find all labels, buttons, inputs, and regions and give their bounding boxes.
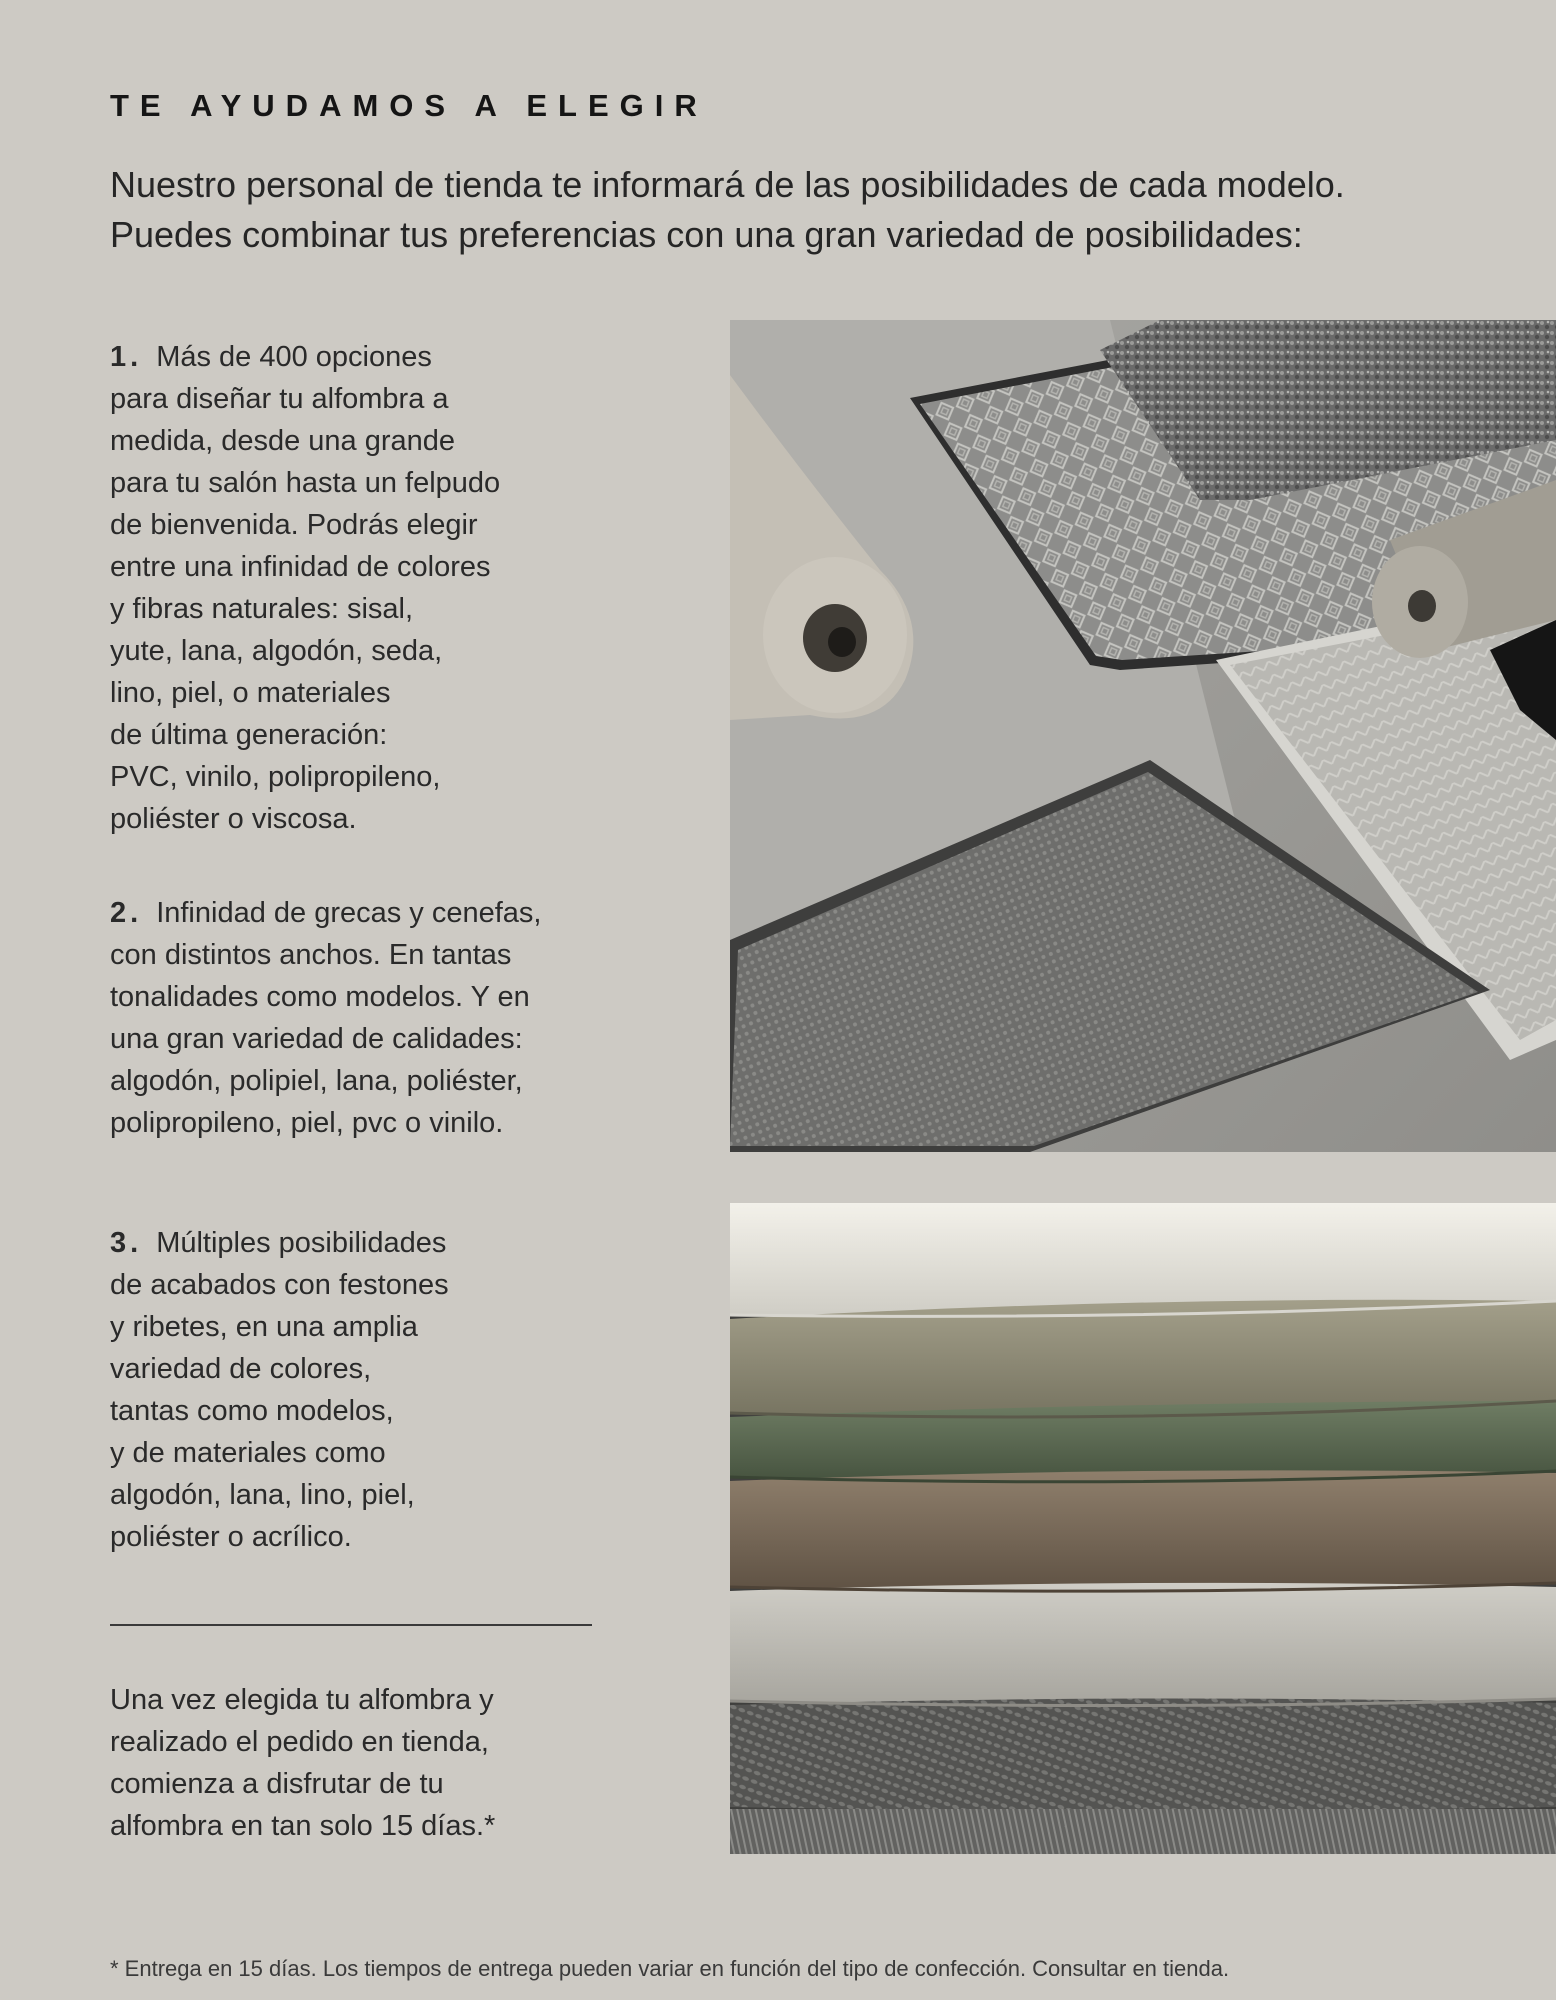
rug-swatch-stack-photo bbox=[730, 1203, 1556, 1854]
option-number: 1. bbox=[110, 341, 143, 373]
option-text-line: con distintos anchos. En tantas bbox=[110, 939, 512, 971]
intro-line: Nuestro personal de tienda te informará de las posibilidades de cada modelo. bbox=[110, 164, 1345, 205]
rug-samples-photo bbox=[730, 320, 1556, 1152]
option-text-line: de última generación: bbox=[110, 719, 388, 751]
option-text-line: poliéster o viscosa. bbox=[110, 803, 357, 835]
section-divider bbox=[110, 1624, 592, 1626]
closing-paragraph bbox=[110, 1679, 670, 1847]
option-text-line: entre una infinidad de colores bbox=[110, 551, 491, 583]
intro-paragraph bbox=[110, 160, 1530, 260]
option-text-line: una gran variedad de calidades: bbox=[110, 1023, 523, 1055]
option-text-line: polipropileno, piel, pvc o vinilo. bbox=[110, 1107, 504, 1139]
closing-line: alfombra en tan solo 15 días.* bbox=[110, 1810, 496, 1842]
closing-line: realizado el pedido en tienda, bbox=[110, 1726, 489, 1758]
delivery-footnote: * Entrega en 15 días. Los tiempos de entrega pueden variar en función del tipo de confección. Consultar en tienda. bbox=[110, 1956, 1230, 1981]
option-text-line: de bienvenida. Podrás elegir bbox=[110, 509, 478, 541]
option-text-line: yute, lana, algodón, seda, bbox=[110, 635, 443, 667]
option-text-line: Infinidad de grecas y cenefas, bbox=[156, 897, 542, 929]
option-item-first-line bbox=[110, 1222, 650, 1264]
option-text-line: lino, piel, o materiales bbox=[110, 677, 391, 709]
option-text-line: tonalidades como modelos. Y en bbox=[110, 981, 530, 1013]
option-number: 3. bbox=[110, 1227, 143, 1259]
option-text-line: medida, desde una grande bbox=[110, 425, 456, 457]
option-item-1 bbox=[110, 336, 650, 840]
option-text-line: para tu salón hasta un felpudo bbox=[110, 467, 501, 499]
option-text-line: Más de 400 opciones bbox=[156, 341, 432, 373]
option-text-line: y de materiales como bbox=[110, 1437, 386, 1469]
option-text-line: algodón, polipiel, lana, poliéster, bbox=[110, 1065, 523, 1097]
option-text-line: poliéster o acrílico. bbox=[110, 1521, 352, 1553]
option-text-line: de acabados con festones bbox=[110, 1269, 449, 1301]
option-number: 2. bbox=[110, 897, 143, 929]
option-text-line: variedad de colores, bbox=[110, 1353, 372, 1385]
option-text-line: Múltiples posibilidades bbox=[156, 1227, 447, 1259]
option-text-line: y fibras naturales: sisal, bbox=[110, 593, 414, 625]
option-item-first-line bbox=[110, 336, 650, 378]
intro-line: Puedes combinar tus preferencias con una gran variedad de posibilidades: bbox=[110, 214, 1303, 255]
option-text-line: PVC, vinilo, polipropileno, bbox=[110, 761, 441, 793]
option-text-line: tantas como modelos, bbox=[110, 1395, 394, 1427]
option-text-line: algodón, lana, lino, piel, bbox=[110, 1479, 415, 1511]
option-item-3 bbox=[110, 1222, 650, 1558]
option-text-line: para diseñar tu alfombra a bbox=[110, 383, 449, 415]
closing-line: comienza a disfrutar de tu bbox=[110, 1768, 444, 1800]
option-item-2 bbox=[110, 892, 650, 1144]
page-title: TE AYUDAMOS A ELEGIR bbox=[110, 88, 708, 123]
option-text-line: y ribetes, en una amplia bbox=[110, 1311, 418, 1343]
closing-line: Una vez elegida tu alfombra y bbox=[110, 1684, 494, 1716]
option-item-first-line bbox=[110, 892, 650, 934]
